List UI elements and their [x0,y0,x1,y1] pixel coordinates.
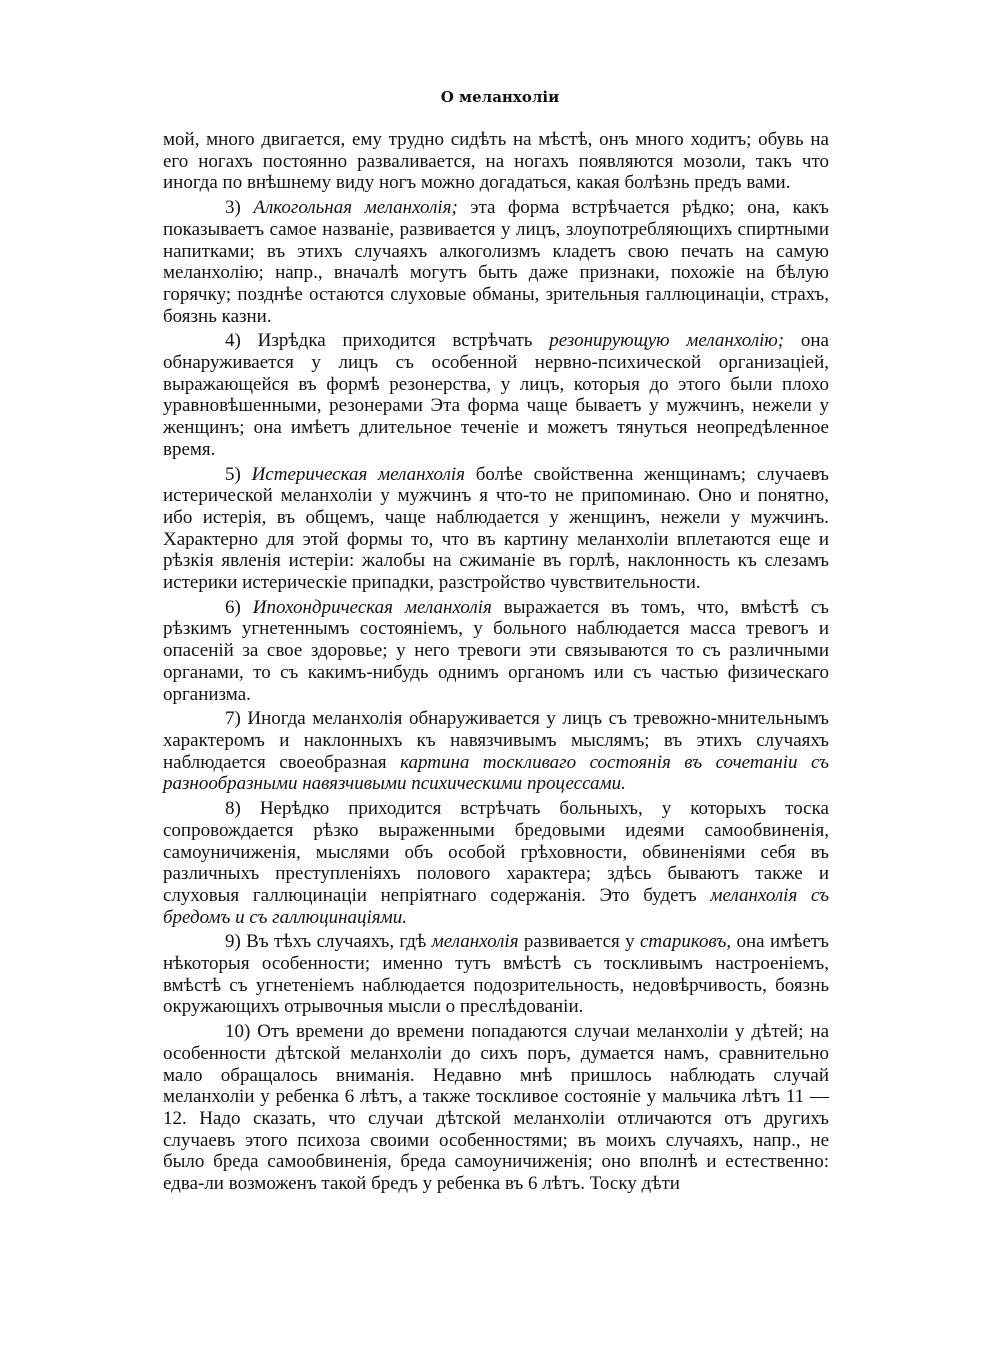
paragraph [163,330,829,460]
italic-text: картина тоскливаго состоянія въ сочетаніи съ разнообразными навязчивыми психическими процессами. [163,751,829,795]
text-segment: 3) [225,197,254,219]
paragraph [163,931,829,1018]
body-text [163,129,829,1198]
text-segment: 10) Отъ времени до времени попадаются случаи меланхоліи у дѣтей; на особенности дѣтской меланхоліи до сихъ поръ, думается намъ, сравнительно мало обращалось вниманія. Недавно мнѣ пришлось наблюдать случай меланхоліи у ребенка 6 лѣтъ, а также тоскливое состояніе у мальчика лѣтъ 11 — 12. Надо сказать, что случаи дѣтской меланхоліи отличаются отъ другихъ случаевъ этого психоза своими особенностями; въ моихъ случаяхъ, напр., не было бреда самообвиненія, бреда самоуничиженія; оно вполнѣ и естественно: едва-ли возможенъ такой бредъ у ребенка въ 6 лѣтъ. Тоску дѣти [163,1021,829,1195]
paragraph [163,129,829,194]
italic-text: меланхолія [431,931,519,953]
italic-text: Ипохондрическая меланхолія [252,596,492,618]
text-segment: болѣе свойственна женщинамъ; случаевъ истерической меланхоліи у мужчинъ я что-то не припоминаю. Оно и понятно, ибо истерія, въ общемъ, чаще наблюдается у женщинъ, нежели у мужчинъ. Характерно для этой формы то, что въ картину меланхоліи вплетаются еще и рѣзкія явленія истеріи: жалобы на сжиманіе въ горлѣ, наклонность къ слезамъ истерики истерическіе припадки, разстройство чувствительности. [163,463,829,594]
running-title: О меланхоліи [440,88,560,106]
italic-text: Алкогольная меланхолія; [253,197,458,219]
paragraph [163,708,829,795]
italic-text: Истерическая меланхолія [251,463,465,485]
text-segment: мой, много двигается, ему трудно сидѣть на мѣстѣ, онъ много ходитъ; обувь на его ногахъ постоянно разваливается, на ногахъ появляются мозоли, такъ что иногда по внѣшнему виду ногъ можно догадаться, какая болѣзнь предъ вами. [163,129,829,194]
text-segment: 6) [225,596,253,618]
text-segment: 4) Изрѣдка приходится встрѣчать [225,330,550,352]
text-segment: 5) [225,463,252,485]
text-segment: она имѣетъ нѣкоторыя особенности; именно тутъ вмѣстѣ съ тоскливымъ настроеніемъ, вмѣстѣ съ угнетеніемъ наблюдается подозрительность, недовѣрчивость, боязнь окружающихъ отрывочныя мысли о преслѣдованіи. [163,931,830,1018]
text-segment: развивается у [518,931,640,953]
paragraph [163,597,829,706]
italic-text: резонирующую меланхолію; [549,330,785,352]
text-segment: она обнаруживается у лицъ съ особенной нервно-психической организаціей, выражающейся въ формѣ резонерства, у лицъ, которыя до этого были плохо уравновѣшенными, резонерами Эта форма чаще бываетъ у мужчинъ, нежели у женщинъ; она имѣетъ длительное теченіе и можетъ тянуться неопредѣленное время. [163,330,829,460]
text-segment: 8) Нерѣдко приходится встрѣчать больныхъ, у которыхъ тоска сопровождается рѣзко выраженными бредовыми идеями самообвиненія, самоуничиженія, мыслями объ особой грѣховности, обвиненіями себя въ различныхъ преступленіяхъ полового характера; здѣсь бываютъ также и слуховыя галлюцинаціи непріятнаго содержанія. Это будетъ [163,798,829,906]
text-segment: выражается въ томъ, что, вмѣстѣ съ рѣзкимъ угнетеннымъ состояніемъ, у больного наблюдается масса тревогъ и опасеній за свое здоровье; у него тревоги эти связываются то съ различными органами, то съ какимъ-нибудь однимъ органомъ или съ частью физическаго организма. [163,596,829,705]
text-segment: 7) Иногда меланхолія обнаруживается у лицъ съ тревожно-мнительнымъ характеромъ и наклонныхъ къ навязчивымъ мыслямъ; въ этихъ случаяхъ наблюдается своеобразная [163,708,829,773]
italic-text: меланхолія съ бредомъ и съ галлюцинаціями. [163,884,829,928]
text-segment: эта форма встрѣчается рѣдко; она, какъ показываетъ самое названіе, развивается у лицъ, злоупотребляющихъ спиртными напитками; въ этихъ случаяхъ алкоголизмъ кладетъ свою печать на самую меланхолію; напр., вначалѣ могутъ быть даже признаки, похожіе на бѣлую горячку; позднѣе остаются слуховые обманы, зрительныя галлюцинаціи, страхъ, боязнь казни. [163,197,830,327]
text-segment: 9) Въ тѣхъ случаяхъ, гдѣ [225,931,432,953]
paragraph [163,1021,829,1195]
paragraph [163,197,829,327]
italic-text: стариковъ, [639,931,732,953]
paragraph [163,798,829,928]
paragraph [163,464,829,594]
